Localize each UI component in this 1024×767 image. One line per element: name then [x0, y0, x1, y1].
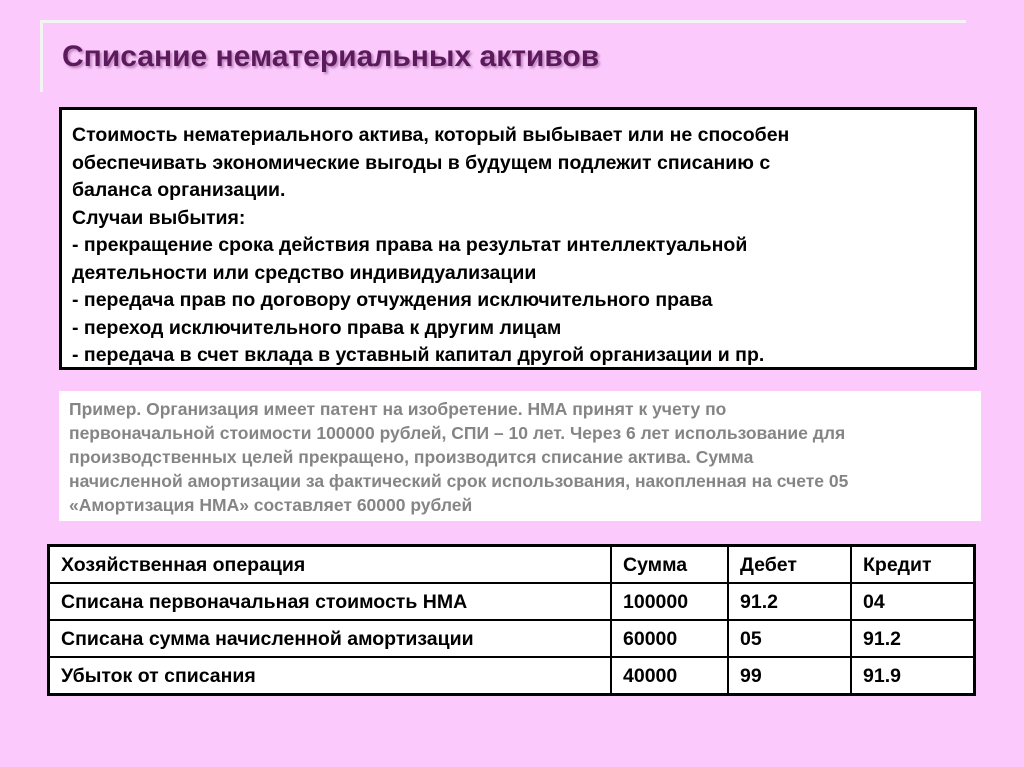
cell-debit: 05: [728, 620, 851, 657]
table-row: [49, 657, 975, 695]
case-line: - передача в счет вклада в уставный капитал другой организации и пр.: [72, 344, 765, 366]
case-line: - передача прав по договору отчуждения исключительного права: [72, 289, 713, 311]
cell-operation: Убыток от списания: [49, 657, 612, 695]
top-decorative-rule: [40, 20, 966, 23]
example-line: производственных целей прекращено, производится списание актива. Сумма: [69, 447, 754, 467]
example-line: начисленной амортизации за фактический срок использования, накопленная на счете 05: [69, 471, 849, 491]
case-line: - переход исключительного права к другим лицам: [72, 316, 562, 339]
operations-table: [47, 544, 976, 696]
cell-operation: Списана первоначальная стоимость НМА: [49, 583, 612, 620]
example-line: «Амортизация НМА» составляет 60000 рублей: [69, 495, 473, 515]
example-line: первоначальной стоимости 100000 рублей, СПИ – 10 лет. Через 6 лет использование для: [69, 423, 846, 443]
example-line: Пример. Организация имеет патент на изобретение. НМА принят к учету по: [69, 399, 727, 419]
case-line: деятельности или средство индивидуализации: [72, 261, 537, 284]
case-line: - прекращение срока действия права на результат интеллектуальной: [72, 234, 748, 256]
cell-credit: 91.2: [851, 620, 975, 657]
table-row: [49, 583, 975, 620]
table-row: [49, 620, 975, 657]
header-operation: Хозяйственная операция: [49, 546, 612, 584]
cell-amount: 100000: [611, 583, 728, 620]
definition-box: [59, 107, 977, 370]
header-credit: Кредит: [851, 546, 975, 584]
cell-debit: 99: [728, 657, 851, 695]
definition-line: баланса организации.: [72, 179, 286, 201]
side-decorative-rule: [40, 20, 43, 92]
definition-line: обеспечивать экономические выгоды в будущем подлежит списанию с: [72, 151, 771, 174]
cell-credit: 91.9: [851, 657, 975, 695]
definition-line: Стоимость нематериального актива, который выбывает или не способен: [72, 124, 790, 146]
cell-amount: 60000: [611, 620, 728, 657]
cell-debit: 91.2: [728, 583, 851, 620]
cell-operation: Списана сумма начисленной амортизации: [49, 620, 612, 657]
cell-amount: 40000: [611, 657, 728, 695]
cases-heading: Случаи выбытия:: [72, 206, 246, 229]
example-box: [59, 391, 981, 521]
table-header-row: [49, 546, 975, 584]
header-debit: Дебет: [728, 546, 851, 584]
header-amount: Сумма: [611, 546, 728, 584]
cell-credit: 04: [851, 583, 975, 620]
slide-title: Списание нематериальных активов: [62, 40, 600, 73]
